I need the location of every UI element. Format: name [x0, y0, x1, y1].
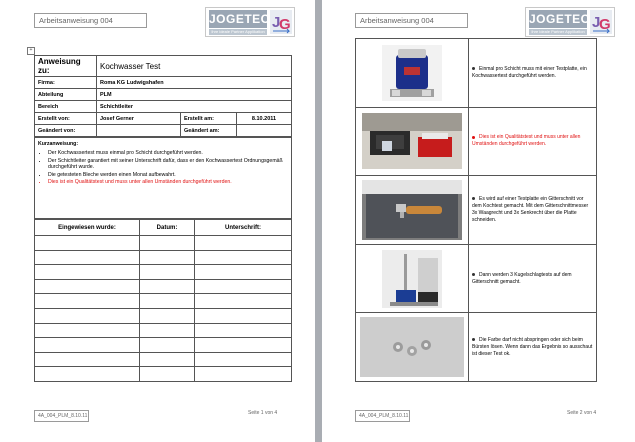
gitterschnittmesser-photo — [362, 180, 462, 240]
kugelschlag-geraet-photo — [382, 250, 442, 308]
doc-title-box: Arbeitsanweisung 004 — [355, 13, 468, 28]
geaendert-von-value — [97, 125, 181, 137]
table-row — [35, 338, 292, 353]
geaendert-von-label: Geändert von: — [35, 125, 97, 137]
page-number: Seite 1 von 4 — [248, 410, 278, 416]
svg-text:G: G — [599, 16, 611, 33]
list-item: • Die getesteten Bleche werden einen Monat aufbewahrt. — [48, 172, 288, 179]
step-photo-cell — [356, 39, 469, 108]
firma-label: Firma: — [35, 77, 97, 89]
list-item: • Der Kochwassertest muss einmal pro Schicht durchgeführt werden. — [48, 150, 288, 157]
kurzanweisung-list — [48, 150, 288, 186]
sig-header-datum: Datum: — [140, 220, 195, 236]
logo-tagline: Ihre ideale Partner Applikation — [209, 29, 267, 35]
table-row — [35, 294, 292, 309]
step-description: Es wird auf einer Testplatte ein Gitterschnitt vor dem Kochtest gemacht. Mit dem Gitterschnittmesser 3x Waagrecht und 3x Senkrecht über die Platte schneiden. — [472, 195, 589, 223]
table-move-handle-icon[interactable]: + — [27, 47, 35, 55]
table-row — [35, 367, 292, 382]
bullet-icon — [472, 67, 475, 70]
table-row — [35, 236, 292, 251]
erstellt-am-label: Erstellt am: — [181, 113, 237, 125]
svg-text:J: J — [592, 14, 601, 31]
logo-tagline: Ihre ideale Partner Applikation — [529, 29, 587, 35]
list-item: • Der Schichtleiter garantiert mit seiner Unterschrift dafür, dass er den Kochwassertest Ordnungsgemäß durchgeführt wurde. — [48, 158, 288, 171]
bullet-icon — [472, 338, 475, 341]
step-description: Einmal pro Schicht muss mit einer Testplatte, ein Kochwassertest durchgeführt werden. — [472, 65, 587, 79]
footer-doc-code: 4A_004_PLM_8.10.11 — [355, 410, 410, 422]
step-description: Die Farbe darf nicht abspringen oder sich beim Bürsten lösen. Wenn dann das Ergebnis so ausschaut ist dieser Test ok. — [472, 336, 593, 357]
kochwasser-geraet-photo — [382, 45, 442, 101]
step-photo-cell — [356, 244, 469, 313]
sig-header-eingewiesen: Eingewiesen wurde: — [35, 220, 140, 236]
steps-table — [355, 38, 597, 382]
svg-text:G: G — [279, 16, 291, 33]
title-label: Anweisung zu: — [35, 56, 97, 77]
table-row — [356, 107, 597, 176]
logo-mark-icon — [590, 10, 612, 34]
erstellt-von-value: Josef Gerner — [97, 113, 181, 125]
sig-header-unterschrift: Unterschrift: — [195, 220, 292, 236]
title-value: Kochwasser Test — [97, 56, 292, 77]
header-info-table — [34, 55, 292, 137]
table-row — [35, 352, 292, 367]
bullet-icon — [472, 136, 475, 139]
testplatten-box-photo — [362, 113, 462, 169]
logo-brand: JOGETEC — [529, 12, 590, 26]
bereich-value: Schichtleiter — [97, 101, 292, 113]
kurzanweisung-label: Kurzanweisung: — [38, 141, 79, 147]
table-row — [35, 308, 292, 323]
table-row — [356, 313, 597, 382]
logo-mark-icon — [270, 10, 292, 34]
abteilung-value: PLM — [97, 89, 292, 101]
signature-table — [34, 219, 292, 382]
step-photo-cell — [356, 107, 469, 176]
footer-doc-code: 4A_004_PLM_8.10.11 — [34, 410, 89, 422]
company-logo — [525, 7, 615, 37]
table-row — [35, 279, 292, 294]
step-description: Dies ist ein Qualitätstest und muss unter allen Umständen durchgeführt werden. — [472, 134, 581, 148]
geaendert-am-value — [237, 125, 292, 137]
step-text — [469, 244, 597, 313]
erstellt-am-value: 8.10.2011 — [237, 113, 292, 125]
table-row — [35, 265, 292, 280]
page-gap — [315, 0, 322, 442]
step-description: Dann werden 3 Kugelschlagtests auf dem Gitterschnitt gemacht. — [472, 271, 572, 285]
company-logo — [205, 7, 295, 37]
page-number: Seite 2 von 4 — [567, 410, 597, 416]
bereich-label: Bereich — [35, 101, 97, 113]
firma-value: Roma KG Ludwigshafen — [97, 77, 292, 89]
abteilung-label: Abteilung — [35, 89, 97, 101]
geaendert-am-label: Geändert am: — [181, 125, 237, 137]
step-text — [469, 107, 597, 176]
kurzanweisung-box — [34, 137, 292, 219]
table-row — [356, 244, 597, 313]
step-photo-cell — [356, 313, 469, 382]
step-text — [469, 39, 597, 108]
ergebnis-platte-photo — [360, 317, 464, 377]
svg-text:J: J — [272, 14, 281, 31]
table-row — [356, 176, 597, 245]
bullet-icon — [472, 197, 475, 200]
logo-brand: JOGETEC — [209, 12, 270, 26]
bullet-icon — [472, 273, 475, 276]
step-photo-cell — [356, 176, 469, 245]
step-text — [469, 176, 597, 245]
list-item-warning: • Dies ist ein Qualitätstest und muss unter allen Umständen durchgeführt werden. — [48, 179, 288, 186]
doc-title-box: Arbeitsanweisung 004 — [34, 13, 147, 28]
step-text — [469, 313, 597, 382]
table-row — [356, 39, 597, 108]
table-row — [35, 323, 292, 338]
erstellt-von-label: Erstellt von: — [35, 113, 97, 125]
document-page-1 — [0, 0, 315, 442]
table-row — [35, 250, 292, 265]
